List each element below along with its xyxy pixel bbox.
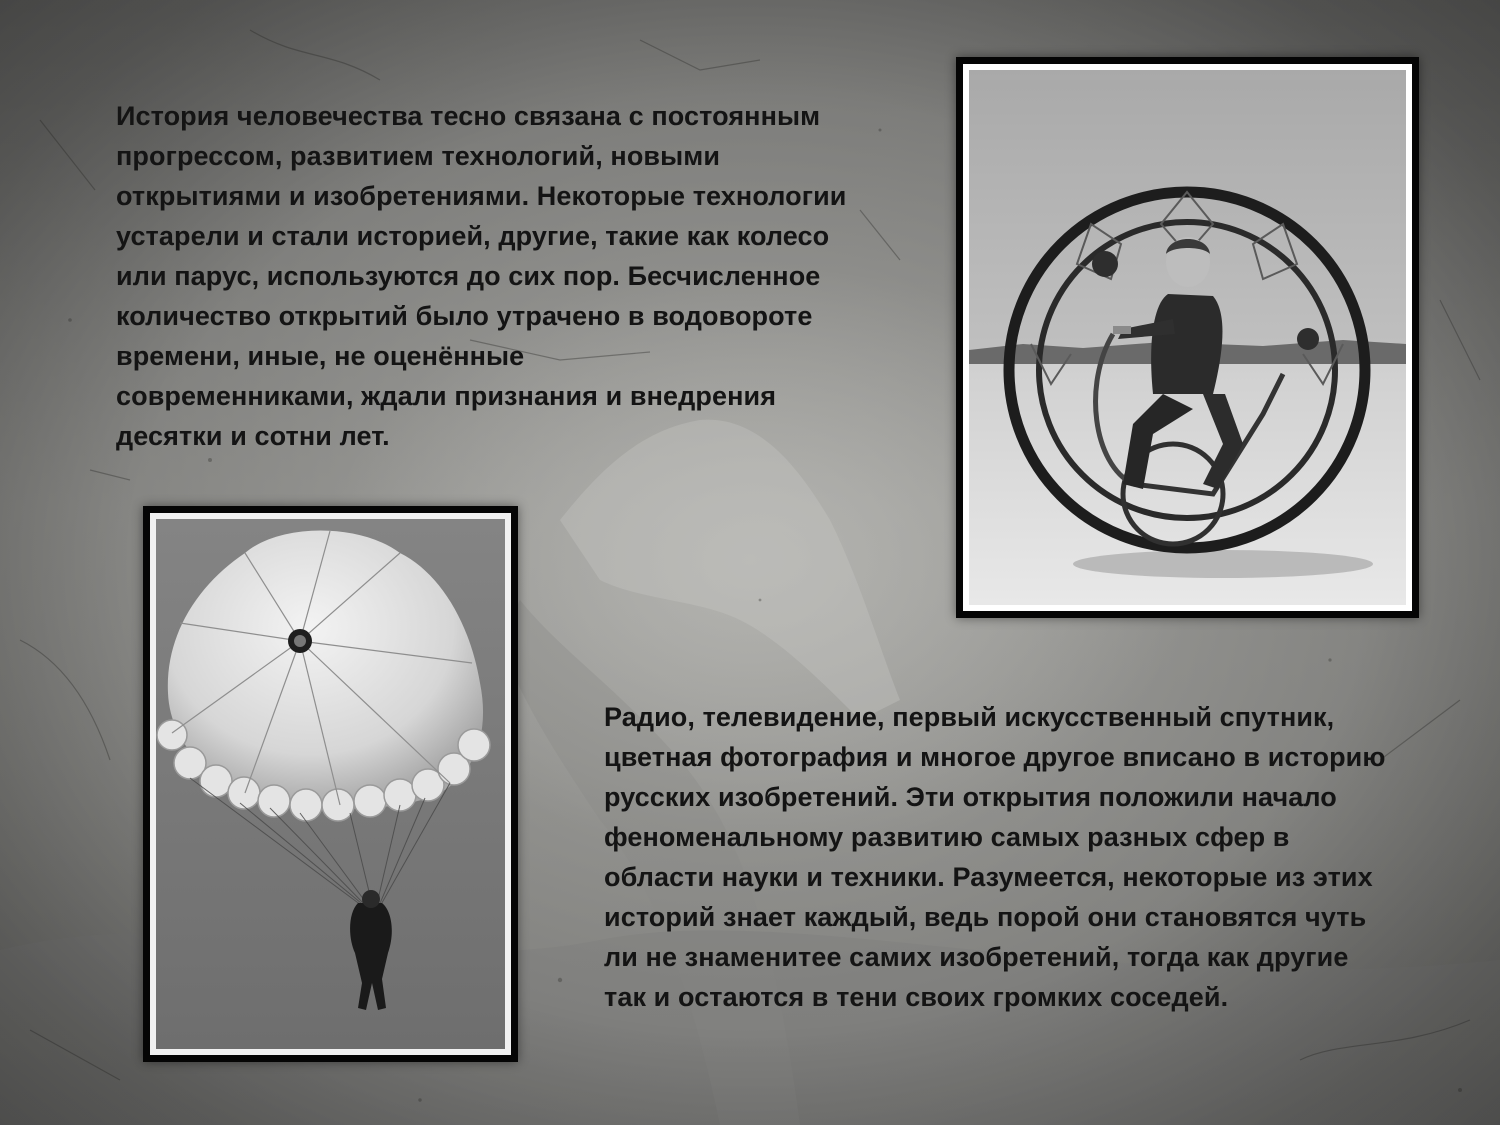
inventions-line: цветная фотография и многое другое вписано в историю	[604, 742, 1386, 772]
inventions-line: ли не знаменитее самих изобретений, тогда как другие	[604, 942, 1349, 972]
intro-line: или парус, используются до сих пор. Бесчисленное	[116, 261, 821, 291]
parachute-photo	[143, 506, 518, 1062]
intro-line: устарели и стали историей, другие, такие как колесо	[116, 221, 830, 251]
inventions-line: так и остаются в тени своих громких соседей.	[604, 982, 1229, 1012]
inventions-line: феноменальному развитию самых разных сфер в	[604, 822, 1290, 852]
parachute-image	[150, 513, 511, 1055]
intro-line: открытиями и изобретениями. Некоторые технологии	[116, 181, 847, 211]
inventions-line: области науки и техники. Разумеется, некоторые из этих	[604, 862, 1373, 892]
inventions-line: историй знает каждый, ведь порой они становятся чуть	[604, 902, 1367, 932]
inventions-line: Радио, телевидение, первый искусственный спутник,	[604, 702, 1335, 732]
monowheel-image	[963, 64, 1412, 611]
intro-line: История человечества тесно связана с постоянным	[116, 101, 821, 131]
inventions-line: русских изобретений. Эти открытия положили начало	[604, 782, 1337, 812]
monowheel-photo	[956, 57, 1419, 618]
intro-paragraph	[116, 96, 846, 456]
intro-line: десятки и сотни лет.	[116, 421, 390, 451]
intro-line: современниками, ждали признания и внедрения	[116, 381, 777, 411]
intro-line: количество открытий было утрачено в водовороте	[116, 301, 813, 331]
intro-line: времени, иные, не оценённые	[116, 341, 525, 371]
intro-line: прогрессом, развитием технологий, новыми	[116, 141, 721, 171]
inventions-paragraph	[604, 697, 1386, 1017]
